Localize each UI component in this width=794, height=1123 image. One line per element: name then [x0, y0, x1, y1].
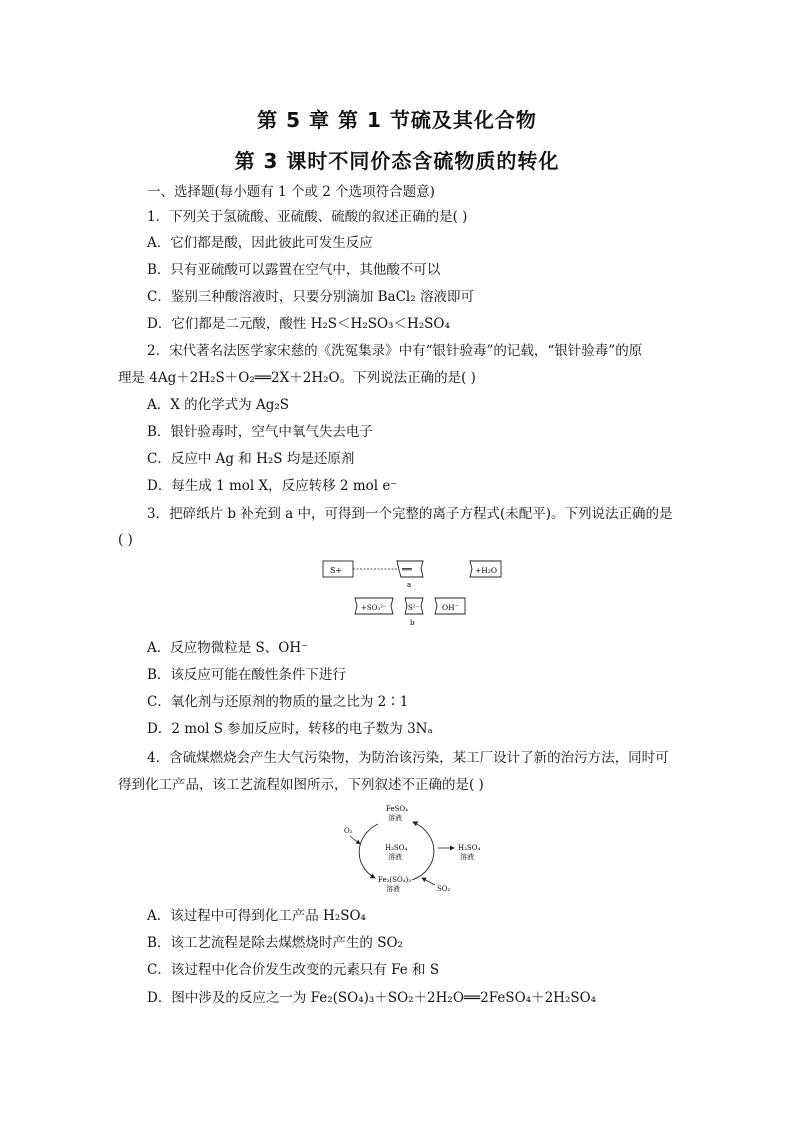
h2so4-right-label: H₂SO₄: [458, 844, 481, 852]
so2-label: SO₂: [437, 885, 451, 893]
h2so4-right-solution-label: 溶液: [460, 853, 474, 861]
q3-option-d: D．2 mol S 参加反应时，转移的电子数为 3Nₐ: [147, 721, 433, 737]
q3-option-b: B．该反应可能在酸性条件下进行: [147, 667, 346, 683]
piece-s-text: S+: [330, 566, 343, 575]
piece-oh-text: OH⁻: [442, 603, 459, 612]
h2so4-center-solution-label: 溶液: [388, 853, 402, 861]
q1-stem: 1．下列关于氢硫酸、亚硫酸、硫酸的叙述正确的是( ): [147, 209, 468, 225]
q2-option-c: C．反应中 Ag 和 H₂S 均是还原剂: [147, 451, 355, 467]
q4-process-flow-figure: [330, 800, 500, 900]
feso4-solution-label: 溶液: [388, 814, 402, 822]
cycle-arc-right: [412, 822, 434, 880]
q1-option-a: A．它们都是酸，因此彼此可发生反应: [147, 235, 373, 251]
q1-option-c: C．鉴别三种酸溶液时，只要分别滴加 BaCl₂ 溶液即可: [147, 289, 474, 305]
q2-option-a: A．X 的化学式为 Ag₂S: [147, 397, 289, 413]
q4-option-a: A．该过程中可得到化工产品 H₂SO₄: [147, 908, 366, 924]
q3-stem-line2: ( ): [118, 532, 133, 548]
q4-stem-line2: 得到化工产品，该工艺流程如图所示，下列叙述不正确的是( ): [118, 777, 484, 793]
o2-label: O₂: [344, 827, 353, 835]
q3-option-c: C．氧化剂与还原剂的物质的量之比为 2∶1: [147, 694, 409, 710]
label-b: b: [410, 619, 415, 626]
q1-option-d: D．它们都是二元酸，酸性 H₂S＜H₂SO₃＜H₂SO₄: [147, 316, 450, 332]
q4-option-d: D．图中涉及的反应之一为 Fe₂(SO₄)₃＋SO₂＋2H₂O══2FeSO₄＋2H₂SO₄: [147, 990, 597, 1006]
so2-arrow: [422, 878, 435, 885]
fe2so43-solution-label: 溶液: [386, 885, 400, 893]
q3-stem-line1: 3．把碎纸片 b 补充到 a 中，可得到一个完整的离子方程式(未配平)。下列说法正确的是: [147, 506, 673, 522]
feso4-label: FeSO₄: [386, 805, 408, 813]
q3-paper-pieces-figure: [315, 556, 505, 626]
q2-option-b: B．银针验毒时，空气中氧气失去电子: [147, 424, 373, 440]
section-heading: 一、选择题(每小题有 1 个或 2 个选项符合题意): [147, 184, 435, 200]
q2-option-d: D．每生成 1 mol X，反应转移 2 mol e⁻: [147, 478, 398, 494]
q3-option-a: A．反应物微粒是 S、OH⁻: [147, 640, 309, 656]
o2-arrow: [350, 836, 360, 844]
page-subtitle: 第 3 课时不同价态含硫物质的转化: [234, 149, 560, 173]
piece-so3-text: +SO₃²⁻: [361, 604, 387, 612]
q4-option-b: B．该工艺流程是除去煤燃烧时产生的 SO₂: [147, 935, 403, 951]
cycle-arc-left: [359, 824, 378, 878]
q4-option-c: C．该过程中化合价发生改变的元素只有 Fe 和 S: [147, 962, 440, 978]
piece-h2o-text: +H₂O: [475, 566, 497, 575]
piece-s2-text: S²⁻: [408, 604, 420, 612]
q4-stem-line1: 4．含硫煤燃烧会产生大气污染物，为防治该污染，某工厂设计了新的治污方法，同时可: [147, 750, 669, 766]
page-title: 第 5 章 第 1 节硫及其化合物: [257, 108, 537, 132]
piece-equals-text: ══: [402, 565, 412, 574]
label-a: a: [407, 581, 412, 589]
q2-stem-line2: 理是 4Ag＋2H₂S＋O₂══2X＋2H₂O。下列说法正确的是( ): [118, 370, 476, 386]
fe2so43-label: Fe₂(SO₄)₃: [378, 876, 412, 884]
q1-option-b: B．只有亚硫酸可以露置在空气中，其他酸不可以: [147, 262, 441, 278]
q2-stem-line1: 2．宋代著名法医学家宋慈的《洗冤集录》中有“银针验毒”的记载，“银针验毒”的原: [147, 343, 643, 359]
h2so4-center-label: H₂SO₄: [385, 844, 408, 852]
